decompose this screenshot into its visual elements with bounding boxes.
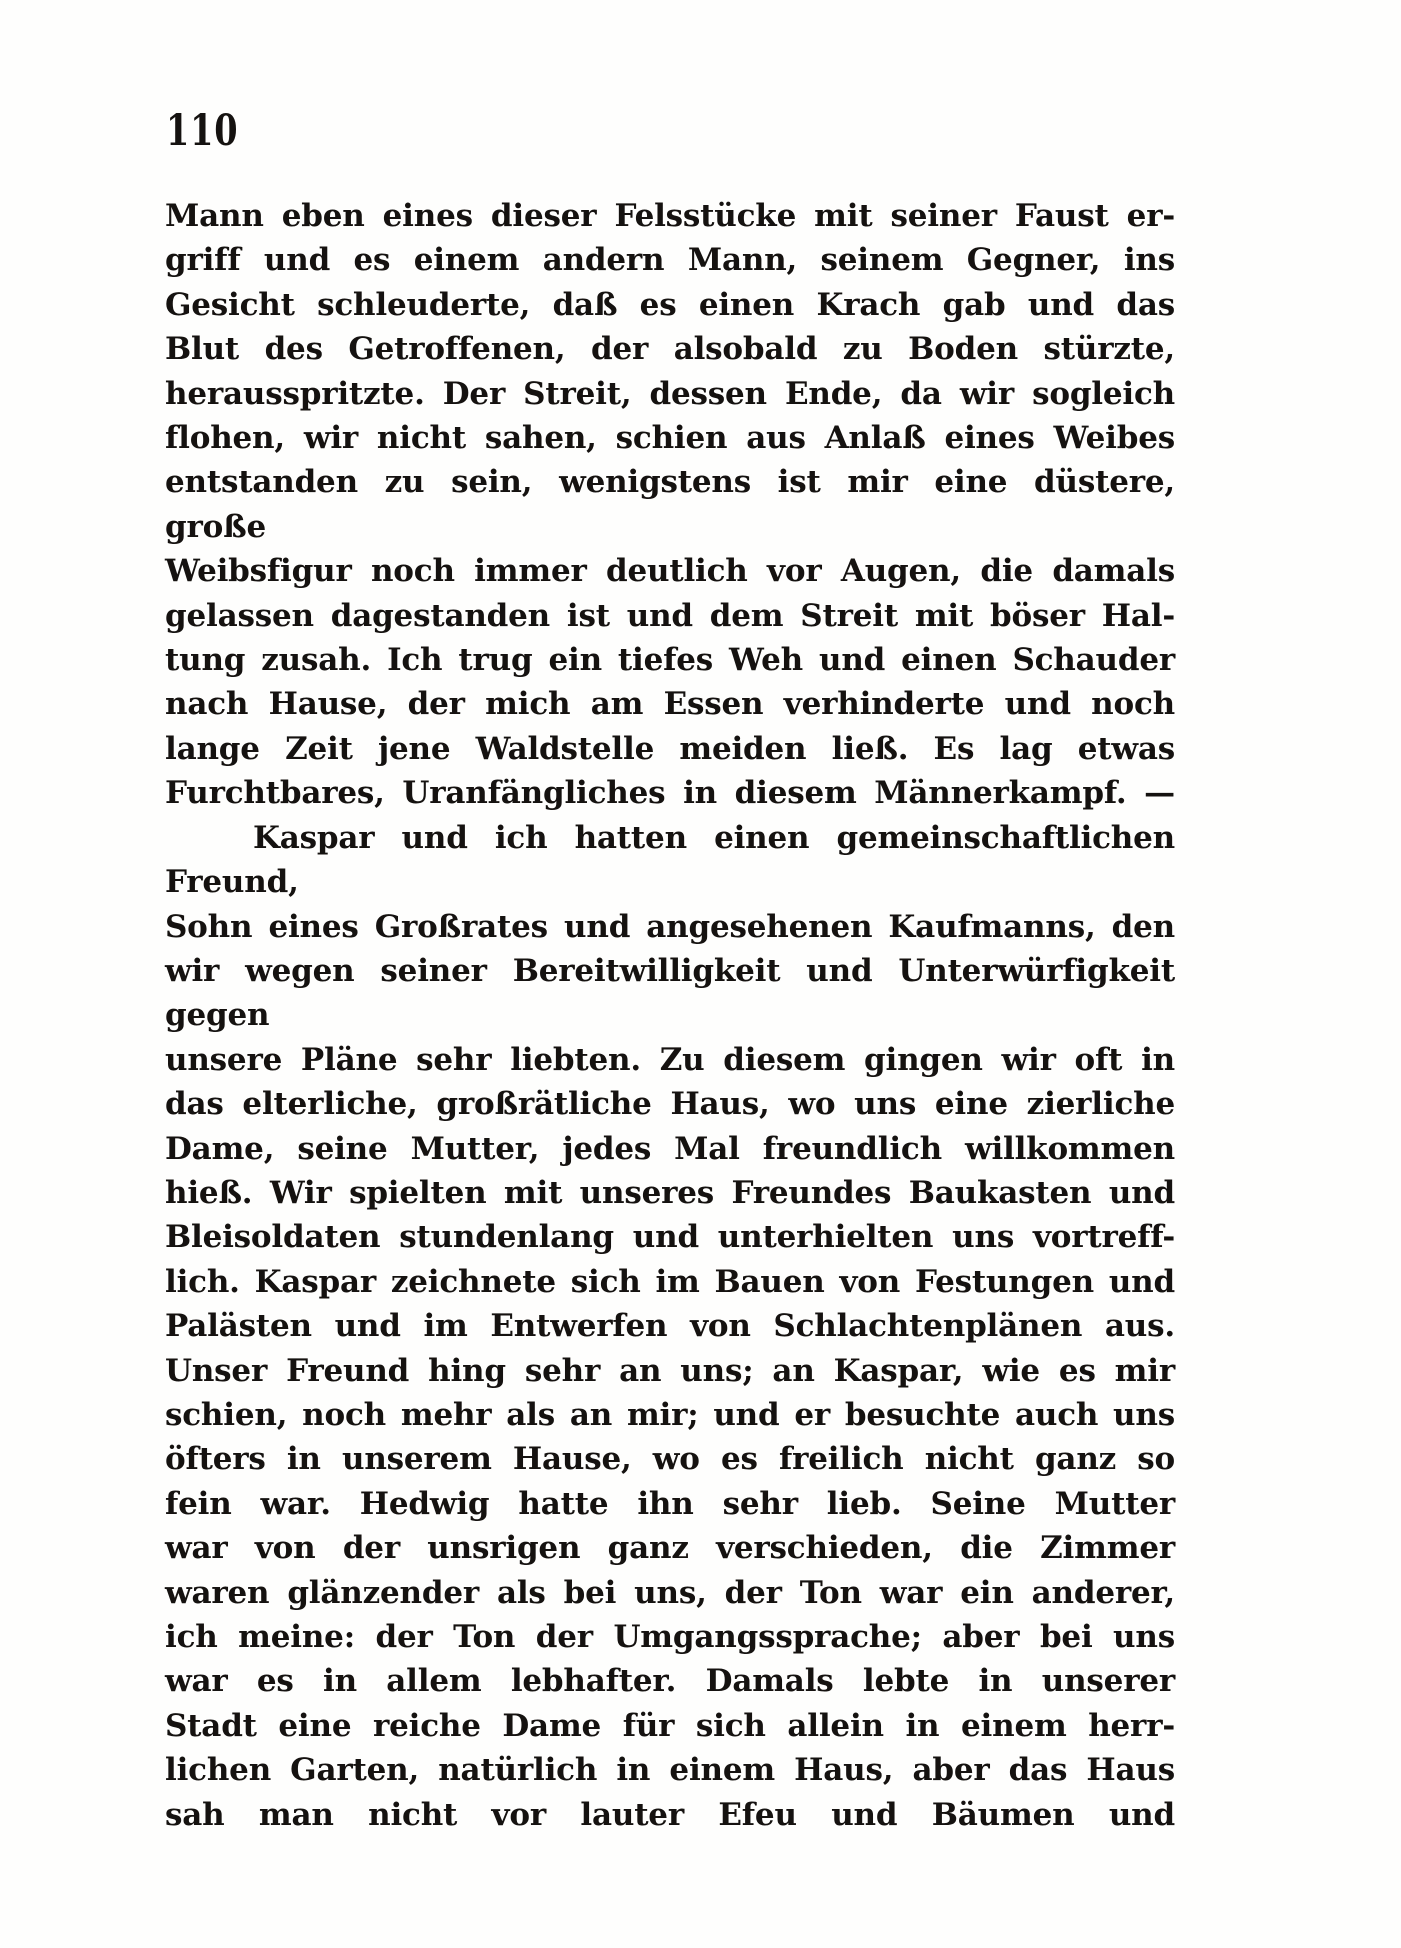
text-block [165,194,1175,1837]
text-line: lange Zeit jene Waldstelle meiden ließ. Es lag etwas [165,730,1175,767]
text-line: tung zusah. Ich trug ein tiefes Weh und einen Schauder [165,642,1175,679]
text-line: Unser Freund hing sehr an uns; an Kaspar, wie es mir [165,1352,1175,1389]
text-line: das elterliche, großrätliche Haus, wo uns eine zierliche [165,1086,1175,1123]
text-line: waren glänzender als bei uns, der Ton war ein anderer, [165,1574,1175,1611]
text-line: flohen, wir nicht sahen, schien aus Anlaß eines Weibes [165,420,1175,457]
text-line: gelassen dagestanden ist und dem Streit mit böser Hal- [165,597,1175,634]
text-line: Weibsfigur noch immer deutlich vor Augen, die damals [165,553,1175,590]
text-line: Sohn eines Großrates und angesehenen Kaufmanns, den [165,908,1175,945]
text-line: herausspritzte. Der Streit, dessen Ende, da wir sogleich [165,375,1175,412]
text-line: wir wegen seiner Bereitwilligkeit und Unterwürfigkeit gegen [165,952,1175,1034]
text-line: lichen Garten, natürlich in einem Haus, aber das Haus [165,1752,1175,1789]
page-number: 110 [166,106,239,156]
text-line: Stadt eine reiche Dame für sich allein in einem herr- [165,1707,1175,1744]
text-line: hieß. Wir spielten mit unseres Freundes Baukasten und [165,1174,1175,1211]
text-line: sah man nicht vor lauter Efeu und Bäumen und [165,1796,1175,1833]
text-line: Furchtbares, Uranfängliches in diesem Männerkampf. — [165,775,1175,812]
text-line: Dame, seine Mutter, jedes Mal freundlich willkommen [165,1130,1175,1167]
text-line: war von der unsrigen ganz verschieden, die Zimmer [165,1530,1175,1567]
text-line: Kaspar und ich hatten einen gemeinschaftlichen Freund, [165,819,1175,901]
text-line: fein war. Hedwig hatte ihn sehr lieb. Seine Mutter [165,1485,1175,1522]
text-line: Blut des Getroffenen, der alsobald zu Boden stürzte, [165,331,1175,368]
text-line: Bleisoldaten stundenlang und unterhielten uns vortreff- [165,1219,1175,1256]
text-line: Gesicht schleuderte, daß es einen Krach gab und das [165,286,1175,323]
text-line: griff und es einem andern Mann, seinem Gegner, ins [165,242,1175,279]
text-line: lich. Kaspar zeichnete sich im Bauen von Festungen und [165,1263,1175,1300]
text-line: öfters in unserem Hause, wo es freilich nicht ganz so [165,1441,1175,1478]
text-line: nach Hause, der mich am Essen verhinderte und noch [165,686,1175,723]
text-line: schien, noch mehr als an mir; und er besuchte auch uns [165,1396,1175,1433]
text-line: unsere Pläne sehr liebten. Zu diesem gingen wir oft in [165,1041,1175,1078]
text-line: entstanden zu sein, wenigstens ist mir eine düstere, große [165,464,1175,545]
text-line: war es in allem lebhafter. Damals lebte in unserer [165,1663,1175,1700]
text-line: Palästen und im Entwerfen von Schlachtenplänen aus. [165,1308,1175,1345]
text-line: ich meine: der Ton der Umgangssprache; aber bei uns [165,1619,1175,1655]
text-line: Mann eben eines dieser Felsstücke mit seiner Faust er- [165,198,1175,234]
